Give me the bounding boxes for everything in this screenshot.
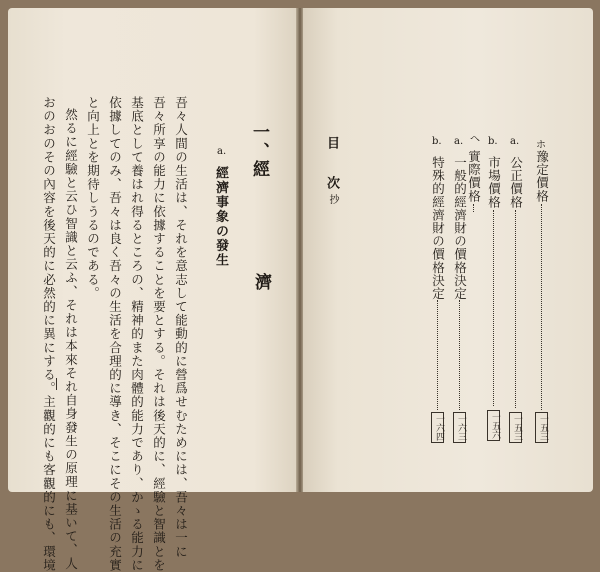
- toc-marker-ho: ホ: [536, 140, 546, 151]
- toc-marker-he: へ: [470, 134, 480, 145]
- toc-subtitle: 次: [324, 176, 339, 189]
- toc-entry-2-page: 一五三: [509, 412, 522, 443]
- toc-subtitle-small: 抄: [327, 194, 338, 204]
- toc-entry-1-page: 一五三: [535, 412, 548, 443]
- body-line-7: おのおのその內容を後天的に必然的に異にする。主觀的にも客觀的にも、環境: [41, 96, 57, 572]
- body-line-6: 然るに經驗と云ひ智識と云ふ、それは本來それ自身發生の原理に基いて、人: [63, 108, 79, 571]
- chapter-number: 一、: [249, 123, 269, 161]
- toc-entry-1-title: 豫定價格: [534, 150, 550, 203]
- toc-entry-3-leader: [493, 210, 494, 406]
- left-page: [8, 8, 297, 572]
- chapter-title-char-2: 濟: [251, 273, 271, 290]
- toc-marker-b1: b.: [488, 136, 498, 147]
- body-line-1: 吾々人間の生活は、それを意志して能動的に營爲せむためには、吾々は一に: [173, 96, 189, 559]
- body-line-5: と向上とを期待しうるのである。: [85, 96, 101, 300]
- toc-marker-a1: a.: [510, 136, 520, 147]
- toc-entry-5-title: 一般的經濟財の價格決定: [452, 156, 468, 301]
- section-heading: 經濟事象の發生: [213, 166, 228, 268]
- toc-entry-5-page: 一六三: [453, 412, 466, 443]
- toc-entry-6-leader: [437, 300, 438, 410]
- toc-entry-1-leader: [541, 204, 542, 410]
- toc-entry-4-title: 實際價格: [466, 150, 482, 203]
- toc-title: 目: [324, 136, 339, 149]
- body-line-4: 依據してのみ、吾々は良く吾々の生活を合理的に導き、そこにその生活の充實: [107, 96, 123, 572]
- chapter-title-char-1: 經: [249, 160, 269, 177]
- toc-entry-5-leader: [459, 300, 460, 410]
- toc-entry-2-leader: [515, 210, 516, 408]
- toc-entry-6-page: 一六四: [431, 412, 444, 443]
- toc-marker-a2: a.: [454, 136, 464, 147]
- toc-entry-2-title: 公正價格: [508, 156, 524, 209]
- margin-mark: [56, 378, 57, 390]
- section-marker: a.: [217, 146, 227, 157]
- toc-entry-4-leader: [473, 204, 474, 212]
- toc-marker-b2: b.: [432, 136, 442, 147]
- toc-entry-3-page: 一五六: [487, 410, 500, 441]
- body-line-2: 吾々所享の能力に依據することを要とする。それは後天的に、經驗と智識とを: [151, 96, 167, 572]
- toc-entry-6-title: 特殊的經濟財の價格決定: [430, 156, 446, 301]
- body-line-3: 基底として養はれ得るところの、精神的また肉體的能力であり、かゝる能力に: [129, 96, 145, 572]
- right-page: [303, 8, 593, 492]
- toc-entry-3-title: 市場價格: [486, 156, 502, 209]
